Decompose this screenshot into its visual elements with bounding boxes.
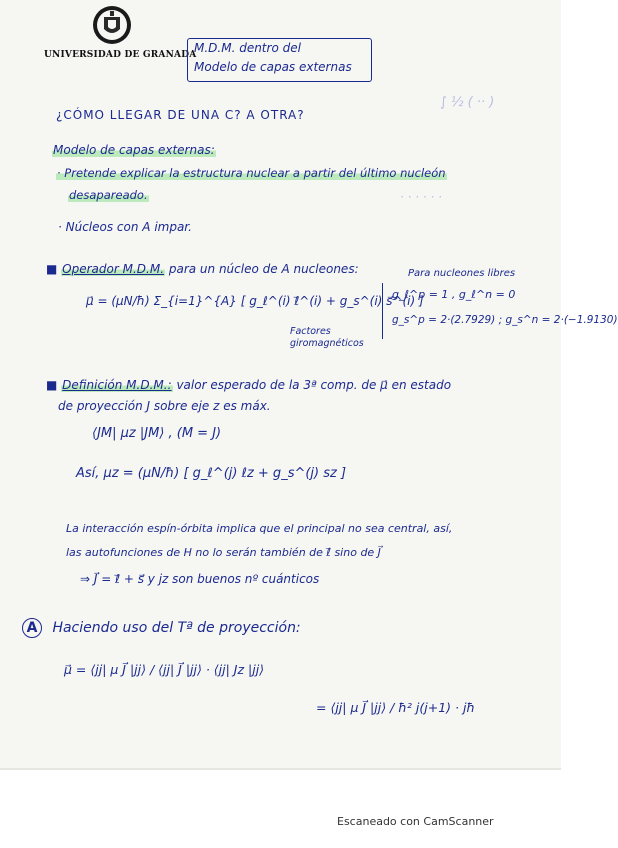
interaction-text-1: La interacción espín-órbita implica que el principal no sea central, así, [66, 522, 453, 535]
section-title [52, 143, 216, 157]
definition-title: Definición M.D.M.: [62, 378, 172, 392]
asi-formula: Así, μz = (μN/ħ) [ g_ℓ^(j) ℓz + g_s^(j) sz ] [76, 466, 347, 481]
projection-formula-left: μ⃗ = ⟨jj| μ J⃗ |jj⟩ / ⟨jj| J⃗ |jj⟩ · ⟨jj| Jz |jj⟩ [64, 662, 265, 677]
definition-text-2: de proyección J sobre eje z es máx. [58, 399, 271, 413]
title-line-2: Modelo de capas externas [194, 60, 352, 74]
case-text: Haciendo uso del Tª de proyección: [52, 620, 301, 636]
section-text [56, 166, 447, 180]
bullet-square-icon: ■ [46, 262, 58, 276]
university-crest-icon [92, 3, 132, 47]
free-nucleons-label: Para nucleones libres [408, 268, 516, 279]
title-line-1: M.D.M. dentro del [194, 41, 301, 55]
case-label-circle: A [22, 618, 42, 638]
definition-text-1: valor esperado de la 3ª comp. de μ⃗ en estado [176, 378, 452, 392]
operator-suffix: para un núcleo de A nucleones: [168, 262, 359, 276]
university-name: UNIVERSIDAD DE GRANADA [44, 50, 197, 60]
braket-expression: ⟨JM| μz |JM⟩ , (M = J) [92, 426, 222, 441]
case-heading [22, 618, 301, 638]
arrow-line: ⇒ J⃗ = ℓ⃗ + s⃗ y jz son buenos nº cuánticos [80, 572, 320, 586]
operator-heading [46, 262, 359, 276]
scanner-credit: Escaneado con CamScanner [337, 815, 494, 828]
page-heading: ¿CÓMO LLEGAR DE UNA C? A OTRA? [56, 108, 305, 122]
bullet-square-icon: ■ [46, 378, 58, 392]
operator-title: Operador M.D.M. [62, 262, 165, 276]
section-title-text: Modelo de capas externas: [53, 143, 215, 157]
projection-formula-right: = ⟨jj| μ J⃗ |jj⟩ / ħ² j(j+1) · jħ [316, 700, 476, 715]
operator-formula: μ⃗ = (μN/ħ) Σ_{i=1}^{A} [ g_ℓ^(i) ℓ⃗^(i) + g_s^(i) s⃗^(i) ] [86, 294, 424, 308]
nucleus-line: · Núcleos con A impar. [58, 220, 192, 234]
bleed-through-mark: ∫ ½ ( ·· ) [440, 95, 495, 110]
section-text-2: desapareado. [69, 188, 148, 202]
brace [382, 283, 383, 339]
definition-heading [46, 378, 451, 392]
gfactor-line-2: g_s^p = 2·(2.7929) ; g_s^n = 2·(−1.9130) [392, 314, 618, 326]
factors-label: Factores giromagnéticos [290, 326, 364, 349]
gfactor-line-1: g_ℓ^p = 1 , g_ℓ^n = 0 [392, 288, 516, 301]
interaction-text-2: las autofunciones de H no lo serán también de ℓ⃗ sino de J⃗ [66, 546, 381, 559]
bleed-through-mark: · · · · · · [400, 190, 442, 204]
section-text-1: · Pretende explicar la estructura nuclear a partir del último nucleón [57, 166, 446, 180]
section-text [68, 188, 149, 202]
